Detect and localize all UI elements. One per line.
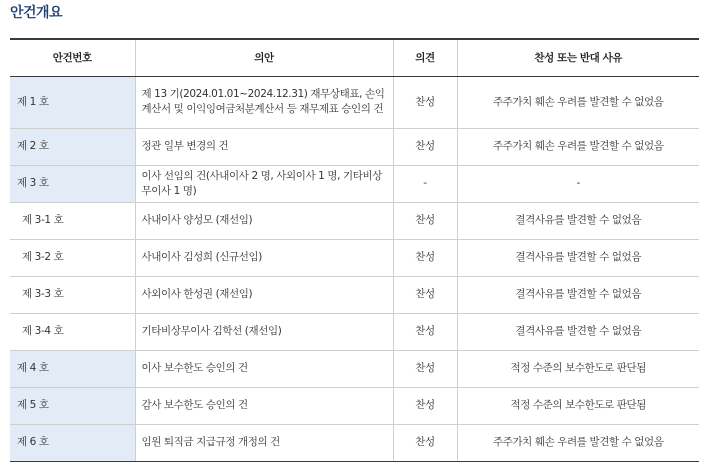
agenda-title: 사내이사 양성모 (재선임) [135,202,393,239]
opinion: 찬성 [393,202,457,239]
agenda-title: 감사 보수한도 승인의 건 [135,387,393,424]
table-row [10,276,699,313]
section-title: 안건개요 [10,5,63,21]
reason: 적정 수준의 보수한도로 판단됨 [457,387,699,424]
opinion: 찬성 [393,239,457,276]
agenda-title: 이사 보수한도 승인의 건 [135,350,393,387]
table-row [10,387,699,424]
agenda-title: 사내이사 김성희 (신규선임) [135,239,393,276]
table-row [10,202,699,239]
reason: 결격사유를 발견할 수 없었음 [457,239,699,276]
table-row [10,76,699,128]
table-row [10,424,699,461]
reason: 결격사유를 발견할 수 없었음 [457,313,699,350]
agenda-number: 제 6 호 [10,424,135,461]
agenda-table [10,38,699,462]
opinion: 찬성 [393,276,457,313]
agenda-title: 기타비상무이사 김학선 (재선임) [135,313,393,350]
agenda-number: 제 3-1 호 [10,202,135,239]
table-row [10,313,699,350]
agenda-title: 사외이사 한성권 (재선임) [135,276,393,313]
agenda-number: 제 3 호 [10,165,135,202]
reason: 결격사유를 발견할 수 없었음 [457,276,699,313]
agenda-number: 제 1 호 [10,76,135,128]
table-row [10,165,699,202]
opinion: 찬성 [393,387,457,424]
reason: 결격사유를 발견할 수 없었음 [457,202,699,239]
agenda-number: 제 3-2 호 [10,239,135,276]
agenda-number: 제 4 호 [10,350,135,387]
agenda-title: 정관 일부 변경의 건 [135,128,393,165]
opinion: 찬성 [393,313,457,350]
opinion: 찬성 [393,350,457,387]
table-header-row [10,39,699,76]
header-agenda: 의안 [135,39,393,76]
table-row [10,239,699,276]
opinion: 찬성 [393,128,457,165]
agenda-number: 제 3-3 호 [10,276,135,313]
agenda-number: 제 2 호 [10,128,135,165]
agenda-number: 제 5 호 [10,387,135,424]
opinion: - [393,165,457,202]
header-reason: 찬성 또는 반대 사유 [457,39,699,76]
reason: 주주가치 훼손 우려를 발견할 수 없었음 [457,424,699,461]
header-opinion: 의견 [393,39,457,76]
agenda-title: 이사 선임의 건(사내이사 2 명, 사외이사 1 명, 기타비상무이사 1 명) [135,165,393,202]
table-row [10,350,699,387]
agenda-title: 제 13 기(2024.01.01~2024.12.31) 재무상태표, 손익계산서 및 이익잉여금처분계산서 등 재무제표 승인의 건 [135,76,393,128]
opinion: 찬성 [393,76,457,128]
reason: 주주가치 훼손 우려를 발견할 수 없었음 [457,76,699,128]
reason: 주주가치 훼손 우려를 발견할 수 없었음 [457,128,699,165]
opinion: 찬성 [393,424,457,461]
reason: 적정 수준의 보수한도로 판단됨 [457,350,699,387]
table-row [10,128,699,165]
agenda-title: 임원 퇴직금 지급규정 개정의 건 [135,424,393,461]
reason: - [457,165,699,202]
header-agenda-number: 안건번호 [10,39,135,76]
agenda-number: 제 3-4 호 [10,313,135,350]
